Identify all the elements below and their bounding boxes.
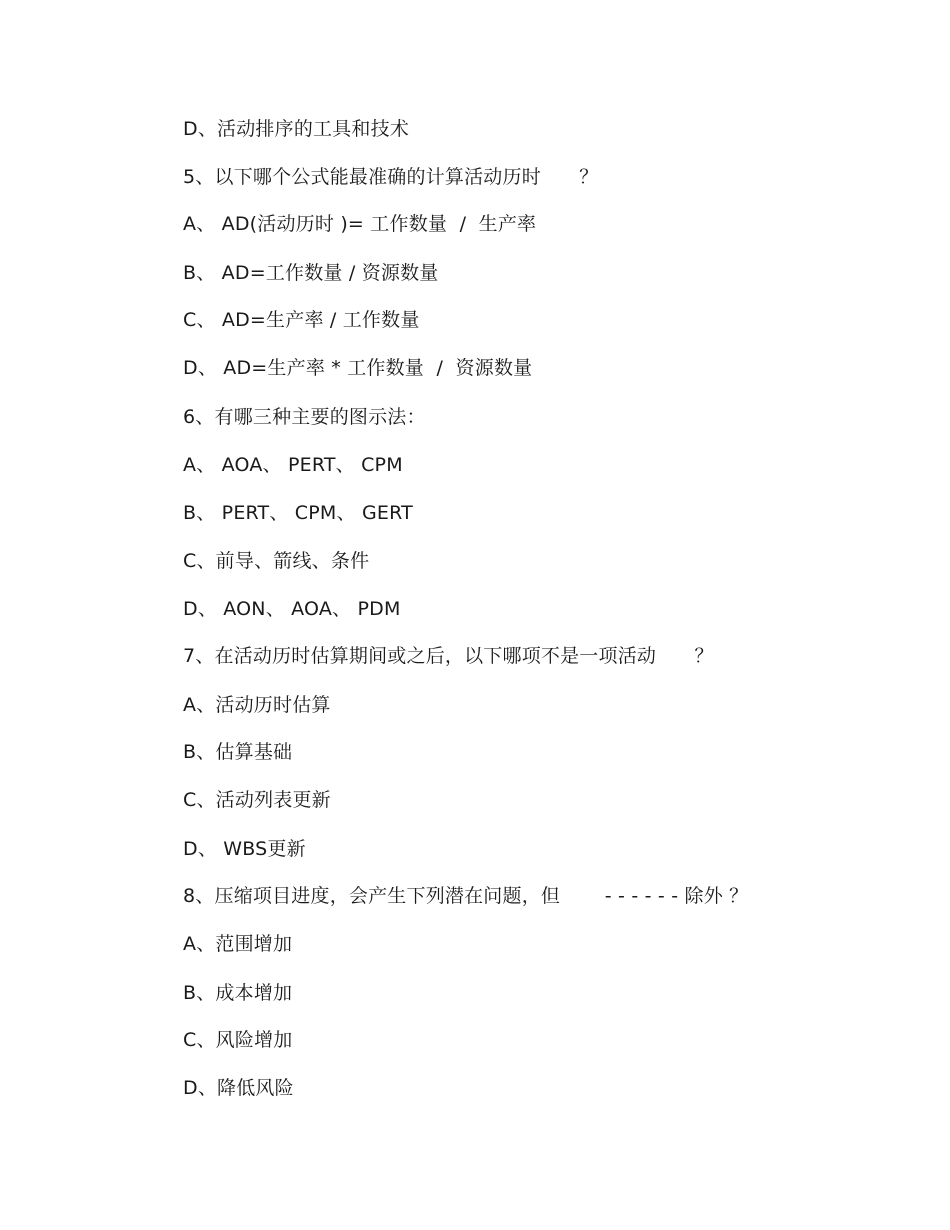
option-line: B、 PERT、 CPM、 GERT <box>183 502 413 524</box>
option-line: D、 AON、 AOA、 PDM <box>183 598 401 620</box>
option-line: A、范围增加 <box>183 933 293 955</box>
question-line: 8、压缩项目进度，会产生下列潜在问题，但 - - - - - - 除外 ？ <box>183 885 749 907</box>
option-line: D、降低风险 <box>183 1077 294 1099</box>
option-line: A、 AOA、 PERT、 CPM <box>183 454 403 476</box>
option-line: A、活动历时估算 <box>183 694 331 716</box>
option-line: B、估算基础 <box>183 741 293 763</box>
option-line: D、 WBS更新 <box>183 838 306 860</box>
option-line: C、风险增加 <box>183 1029 293 1051</box>
option-line: B、成本增加 <box>183 982 293 1004</box>
question-line: 7、在活动历时估算期间或之后，以下哪项不是一项活动 ？ <box>183 645 714 667</box>
question-line: 5、以下哪个公式能最准确的计算活动历时 ？ <box>183 166 599 188</box>
option-line: D、 AD=生产率 * 工作数量 / 资源数量 <box>183 357 533 379</box>
option-line: D、活动排序的工具和技术 <box>183 118 410 140</box>
option-line: B、 AD=工作数量 / 资源数量 <box>183 262 439 284</box>
option-line: C、活动列表更新 <box>183 789 331 811</box>
option-line: A、 AD(活动历时 )= 工作数量 / 生产率 <box>183 213 537 235</box>
question-line: 6、有哪三种主要的图示法： <box>183 406 426 428</box>
option-line: C、 AD=生产率 / 工作数量 <box>183 309 420 331</box>
option-line: C、前导、箭线、条件 <box>183 550 370 572</box>
